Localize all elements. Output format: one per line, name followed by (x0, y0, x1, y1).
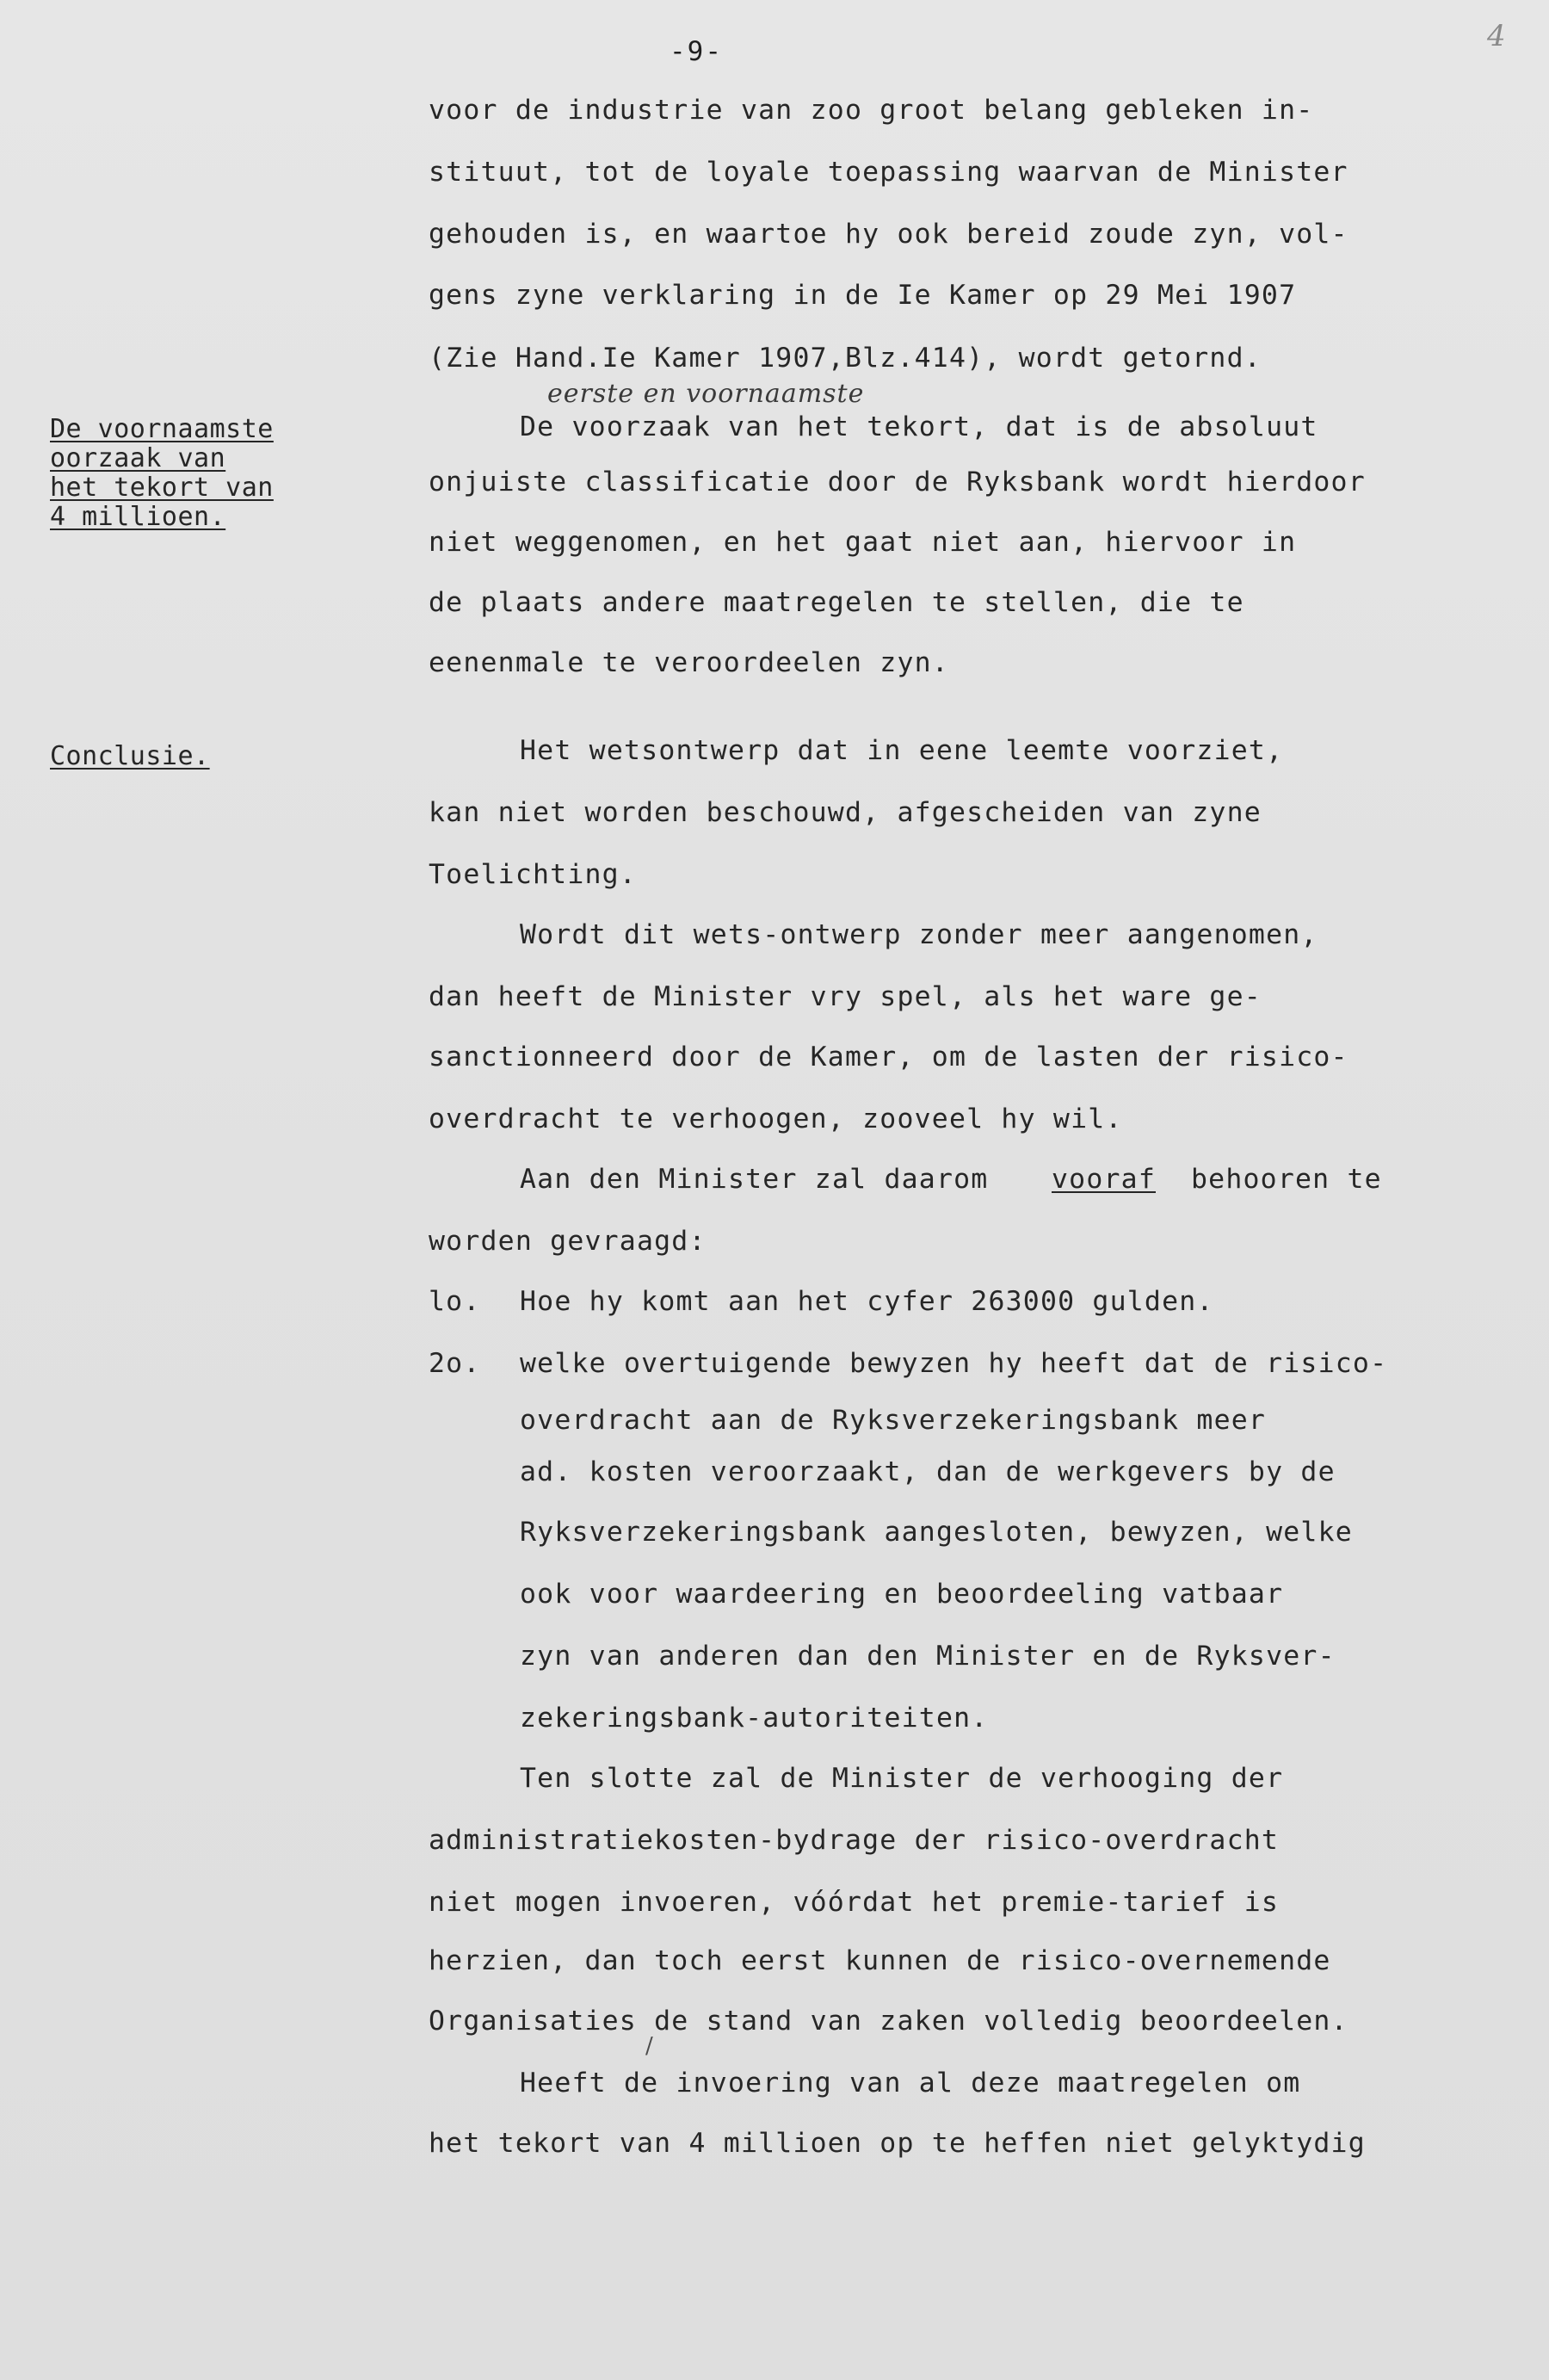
margin-note-cause-line-2: oorzaak van (50, 443, 226, 473)
list-item-2-line: overdracht aan de Ryksverzekeringsbank meer (520, 1405, 1267, 1436)
body-line: sanctionneerd door de Kamer, om de lasten der risico- (429, 1042, 1348, 1073)
body-line: (Zie Hand.Ie Kamer 1907,Blz.414), wordt getornd. (429, 343, 1262, 374)
body-line: stituut, tot de loyale toepassing waarvan de Minister (429, 157, 1348, 188)
body-line-end: behooren te (1191, 1164, 1382, 1195)
body-line: Toelichting. (429, 859, 637, 890)
tick-mark: / (645, 2033, 653, 2059)
list-marker-2: 2o. (429, 1348, 481, 1379)
list-item-2-line: zekeringsbank-autoriteiten. (520, 1703, 989, 1734)
body-line: Heeft de invoering van al deze maatregelen om (520, 2068, 1301, 2099)
list-item-2-line: Ryksverzekeringsbank aangesloten, bewyzen, welke (520, 1517, 1353, 1548)
body-line: onjuiste classificatie door de Ryksbank wordt hierdoor (429, 467, 1366, 498)
body-line: Organisaties de stand van zaken volledig beoordeelen. (429, 2006, 1348, 2037)
page-corner-mark: 4 (1487, 19, 1506, 53)
list-item-2-line: ook voor waardeering en beoordeeling vatbaar (520, 1579, 1284, 1610)
body-line: herzien, dan toch eerst kunnen de risico-overnemende (429, 1945, 1331, 1976)
body-line: Ten slotte zal de Minister de verhooging der (520, 1763, 1284, 1794)
body-line: overdracht te verhoogen, zooveel hy wil. (429, 1103, 1123, 1134)
body-line: het tekort van 4 millioen op te heffen niet gelyktydig (429, 2128, 1366, 2159)
body-line: niet mogen invoeren, vóórdat het premie-tarief is (429, 1887, 1280, 1918)
body-line: kan niet worden beschouwd, afgescheiden van zyne (429, 797, 1262, 828)
margin-note-cause-line-3: het tekort van (50, 473, 274, 503)
margin-note-conclusion: Conclusie. (50, 741, 210, 771)
list-item-2-line: welke overtuigende bewyzen hy heeft dat de risico- (520, 1348, 1388, 1379)
margin-note-cause-line-4: 4 millioen. (50, 502, 226, 532)
margin-note-cause-line-1: De voornaamste (50, 414, 274, 444)
page-number: -9- (670, 36, 723, 67)
body-line-underlined-word: vooraf (1052, 1164, 1156, 1195)
body-line: Het wetsontwerp dat in eene leemte voorziet, (520, 735, 1284, 766)
body-line: worden gevraagd: (429, 1226, 707, 1257)
list-item-2-line: ad. kosten veroorzaakt, dan de werkgevers by de (520, 1456, 1336, 1487)
handwritten-insert: eerste en voornaamste (547, 379, 865, 409)
list-item-2-line: zyn van anderen dan den Minister en de Ryksver- (520, 1641, 1336, 1672)
body-line: de plaats andere maatregelen te stellen, die te (429, 587, 1244, 618)
body-line: dan heeft de Minister vry spel, als het ware ge- (429, 981, 1262, 1012)
list-item-1: Hoe hy komt aan het cyfer 263000 gulden. (520, 1286, 1214, 1317)
body-line: administratiekosten-bydrage der risico-overdracht (429, 1825, 1280, 1856)
body-line: gens zyne verklaring in de Ie Kamer op 29 Mei 1907 (429, 280, 1297, 311)
body-line-start: Aan den Minister zal daarom (520, 1164, 989, 1195)
body-line: niet weggenomen, en het gaat niet aan, hiervoor in (429, 527, 1297, 558)
body-line: gehouden is, en waartoe hy ook bereid zoude zyn, vol- (429, 219, 1348, 250)
body-line: Wordt dit wets-ontwerp zonder meer aangenomen, (520, 919, 1318, 950)
list-marker-1: lo. (429, 1286, 481, 1317)
body-line: eenenmale te veroordeelen zyn. (429, 647, 949, 678)
body-line: De voorzaak van het tekort, dat is de absoluut (520, 411, 1318, 442)
body-line: voor de industrie van zoo groot belang gebleken in- (429, 95, 1314, 126)
